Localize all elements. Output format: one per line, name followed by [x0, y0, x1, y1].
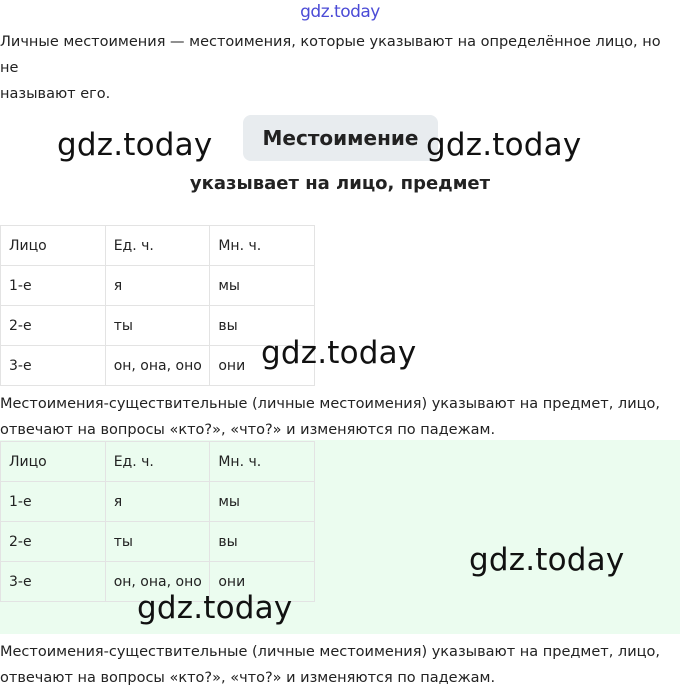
table-cell: 2-е — [1, 306, 106, 346]
table-cell: 1-е — [1, 482, 106, 522]
table-cell: он, она, оно — [105, 346, 210, 386]
watermark: gdz.today — [137, 590, 293, 626]
description-paragraph-1 — [0, 391, 680, 443]
watermark: gdz.today — [469, 542, 625, 578]
para2-line-1: Местоимения-существительные (личные местоимения) указывают на предмет, лицо, — [0, 644, 660, 660]
table-cell: я — [105, 482, 210, 522]
table-header-row — [1, 442, 315, 482]
top-watermark: gdz.today — [300, 2, 380, 22]
table-header-row — [1, 226, 315, 266]
para1-line-1: Местоимения-существительные (личные местоимения) указывают на предмет, лицо, — [0, 396, 660, 412]
intro-line-1: Личные местоимения — местоимения, которые указывают на определённое лицо, но не — [0, 34, 661, 76]
header-cell-person: Лицо — [1, 226, 106, 266]
table-row — [1, 482, 315, 522]
watermark: gdz.today — [261, 335, 417, 371]
description-paragraph-2 — [0, 639, 680, 691]
table-cell: они — [210, 562, 315, 602]
header-cell-person: Лицо — [1, 442, 106, 482]
intro-line-2: называют его. — [0, 86, 111, 102]
table-cell: ты — [105, 306, 210, 346]
para2-line-2: отвечают на вопросы «кто?», «что?» и изменяются по падежам. — [0, 670, 496, 686]
table-row — [1, 522, 315, 562]
table-cell: мы — [210, 482, 315, 522]
intro-paragraph — [0, 29, 680, 107]
table-cell: вы — [210, 306, 315, 346]
table-cell: они — [210, 346, 315, 386]
table-cell: 1-е — [1, 266, 106, 306]
para1-line-2: отвечают на вопросы «кто?», «что?» и изменяются по падежам. — [0, 422, 496, 438]
table-cell: ты — [105, 522, 210, 562]
table-cell: вы — [210, 522, 315, 562]
header-cell-singular: Ед. ч. — [105, 442, 210, 482]
table-row — [1, 266, 315, 306]
table-cell: он, она, оно — [105, 562, 210, 602]
watermark: gdz.today — [426, 127, 582, 163]
watermark: gdz.today — [57, 127, 213, 163]
table-cell: 2-е — [1, 522, 106, 562]
header-cell-plural: Мн. ч. — [210, 442, 315, 482]
header-cell-plural: Мн. ч. — [210, 226, 315, 266]
header-cell-singular: Ед. ч. — [105, 226, 210, 266]
table-cell: мы — [210, 266, 315, 306]
pronoun-table-2 — [0, 441, 315, 602]
table-cell: я — [105, 266, 210, 306]
table-cell: 3-е — [1, 346, 106, 386]
pronoun-title-box: Местоимение — [243, 115, 438, 161]
pronoun-subtitle: указывает на лицо, предмет — [189, 173, 491, 194]
table-cell: 3-е — [1, 562, 106, 602]
